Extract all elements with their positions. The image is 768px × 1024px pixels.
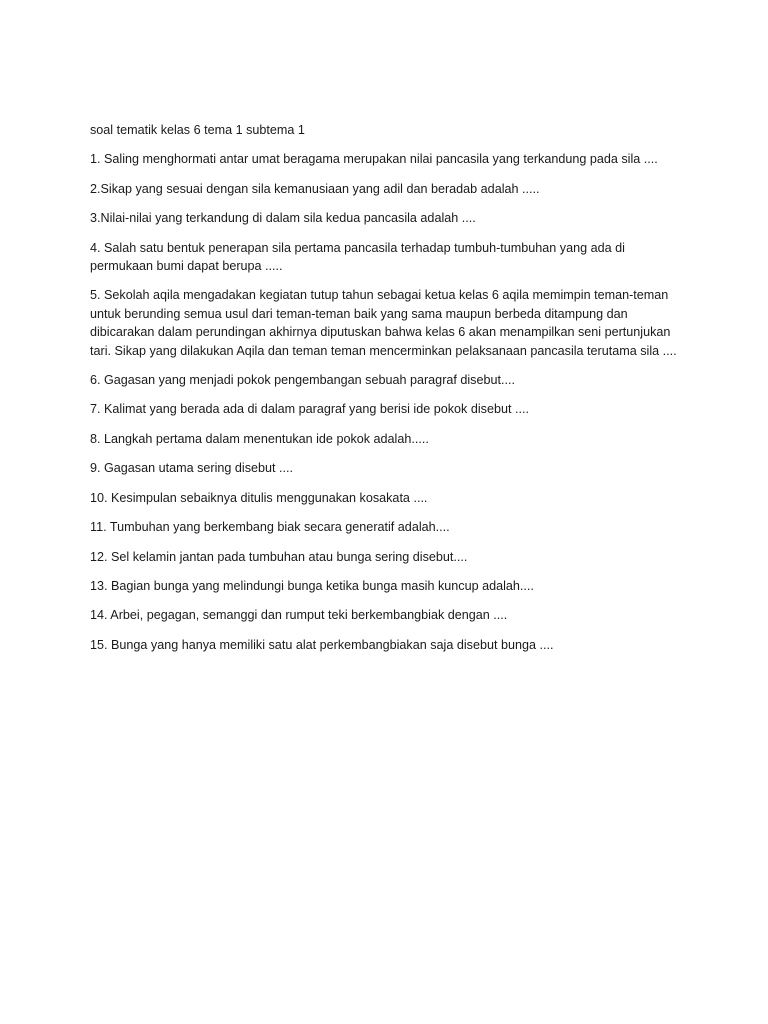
question-7: 7. Kalimat yang berada ada di dalam paragraf yang berisi ide pokok disebut .... — [90, 402, 529, 417]
question-6: 6. Gagasan yang menjadi pokok pengembangan sebuah paragraf disebut.... — [90, 373, 515, 388]
question-15: 15. Bunga yang hanya memiliki satu alat perkembangbiakan saja disebut bunga .... — [90, 637, 554, 652]
question-4: 4. Salah satu bentuk penerapan sila pertama pancasila terhadap tumbuh-tumbuhan yang ada di permukaan bumi dapat berupa ..... — [90, 240, 625, 274]
question-3: 3.Nilai-nilai yang terkandung di dalam sila kedua pancasila adalah .... — [90, 211, 476, 226]
question-10: 10. Kesimpulan sebaiknya ditulis menggunakan kosakata .... — [90, 490, 428, 505]
document-title: soal tematik kelas 6 tema 1 subtema 1 — [90, 123, 305, 137]
question-5: 5. Sekolah aqila mengadakan kegiatan tutup tahun sebagai ketua kelas 6 aqila memimpin teman-teman untuk berunding semua usul dari teman-teman baik yang sama maupun berbeda ditampung dan dibicarakan dalam perundingan akhirnya diputuskan bahwa kelas 6 akan menampilkan seni pertunjukan tari. Sikap yang dilakukan Aqila dan teman teman mencerminkan pelaksanaan pancasila terutama sila .... — [90, 288, 677, 358]
question-11: 11. Tumbuhan yang berkembang biak secara generatif adalah.... — [90, 520, 450, 535]
question-13: 13. Bagian bunga yang melindungi bunga ketika bunga masih kuncup adalah.... — [90, 578, 534, 593]
question-2: 2.Sikap yang sesuai dengan sila kemanusiaan yang adil dan beradab adalah ..... — [90, 181, 540, 196]
question-9: 9. Gagasan utama sering disebut .... — [90, 461, 294, 476]
document-body — [90, 121, 690, 665]
question-8: 8. Langkah pertama dalam menentukan ide pokok adalah..... — [90, 431, 429, 446]
question-14: 14. Arbei, pegagan, semanggi dan rumput teki berkembangbiak dengan .... — [90, 608, 508, 623]
question-12: 12. Sel kelamin jantan pada tumbuhan atau bunga sering disebut.... — [90, 549, 468, 564]
question-1: 1. Saling menghormati antar umat beragama merupakan nilai pancasila yang terkandung pada sila .... — [90, 152, 658, 167]
